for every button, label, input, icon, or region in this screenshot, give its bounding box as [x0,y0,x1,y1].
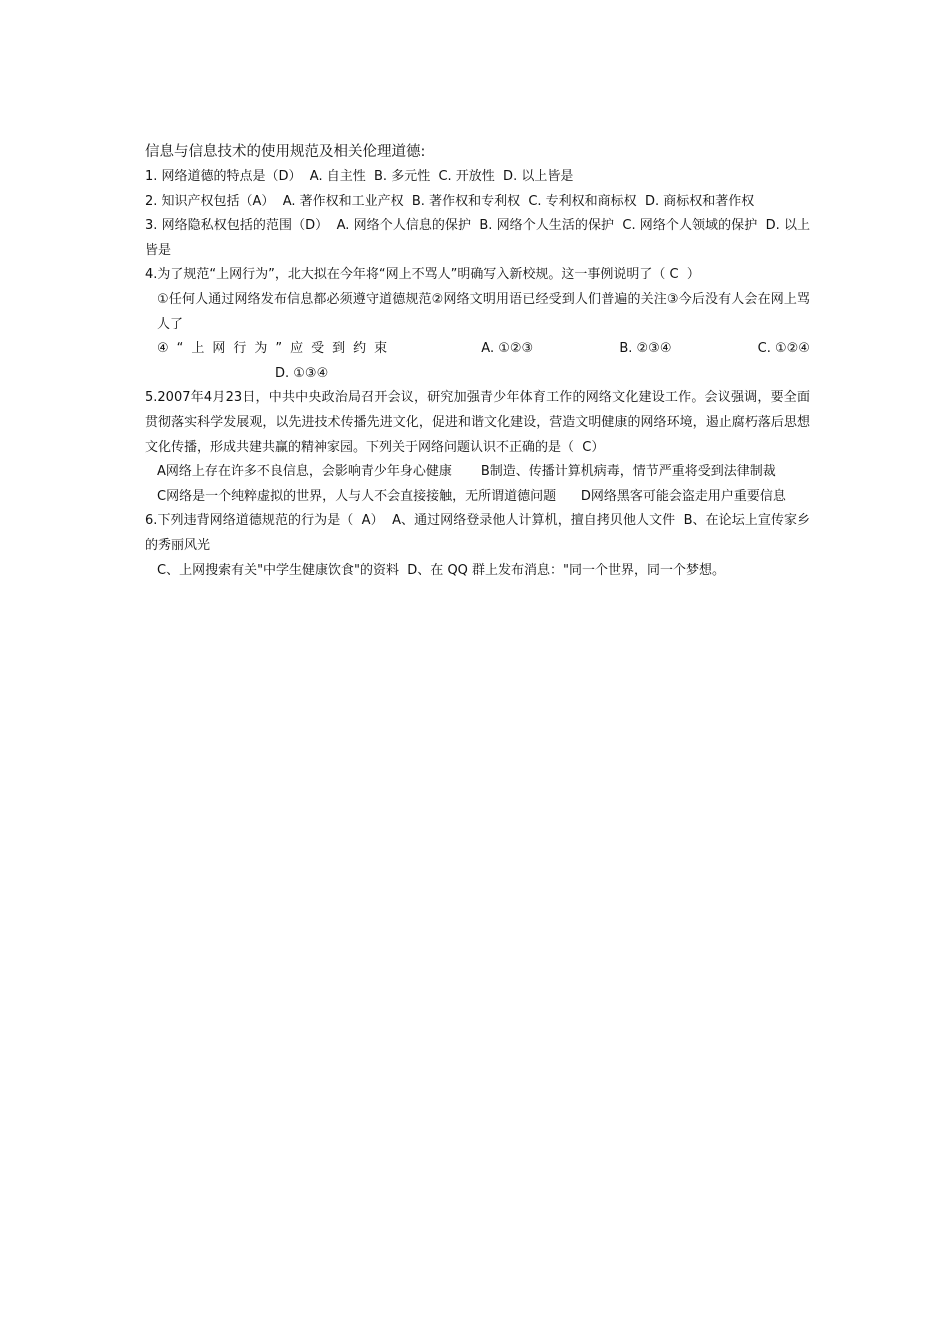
question-4-options [145,337,810,386]
question-6-options-cd: C、上网搜索有关"中学生健康饮食"的资料 D、在 QQ 群上发布消息："同一个世界，同一个梦想。 [157,562,726,578]
question-5-options-cd: C网络是一个纯粹虚拟的世界，人与人不会直接接触，无所谓道德问题 D网络黑客可能会盗走用户重要信息 [157,488,786,504]
question-5-options-ab: A网络上存在许多不良信息，会影响青少年身心健康 B制造、传播计算机病毒，情节严重将受到法律制裁 [157,464,776,480]
question-4-statements: ①任何人通过网络发布信息都必须遵守道德规范②网络文明用语已经受到人们普遍的关注③今后没有人会在网上骂人了 [157,291,810,332]
question-4-option-a: A. ①②③ [481,341,534,357]
document-heading: 信息与信息技术的使用规范及相关伦理道德: [145,144,426,160]
question-4-option-d: D. ①③④ [275,365,329,381]
question-1: 1. 网络道德的特点是（D） A. 自主性 B. 多元性 C. 开放性 D. 以上皆是 [145,169,574,184]
document-body [145,139,810,583]
question-4-option-b: B. ②③④ [619,341,672,357]
question-6-stem: 6.下列违背网络道德规范的行为是（ A） A、通过网络登录他人计算机，擅自拷贝他人文件 B、在论坛上宣传家乡的秀丽风光 [145,513,810,553]
question-3: 3. 网络隐私权包括的范围（D） A. 网络个人信息的保护 B. 网络个人生活的保护 C. 网络个人领域的保护 D. 以上皆是 [145,218,810,258]
question-2: 2. 知识产权包括（A） A. 著作权和工业产权 B. 著作权和专利权 C. 专利权和商标权 D. 商标权和著作权 [145,193,755,209]
question-4-options-row [145,337,810,362]
question-4-stem: 4.为了规范“上网行为”，北大拟在今年将“网上不骂人”明确写入新校规。这一事例说明了（ C ） [145,267,700,283]
question-5-stem: 5.2007年4月23日，中共中央政治局召开会议，研究加强青少年体育工作的网络文化建设工作。会议强调，要全面贯彻落实科学发展观，以先进技术传播先进文化，促进和谐文化建设，营造文明健康的网络环境，遏止腐朽落后思想文化传播，形成共建共赢的精神家园。下列关于网络问题认识不正确的是（ C） [145,390,810,455]
question-4-option-c: C. ①②④ [757,341,810,357]
question-4-statement-4: ④“上网行为”应受到约束 [157,341,396,357]
